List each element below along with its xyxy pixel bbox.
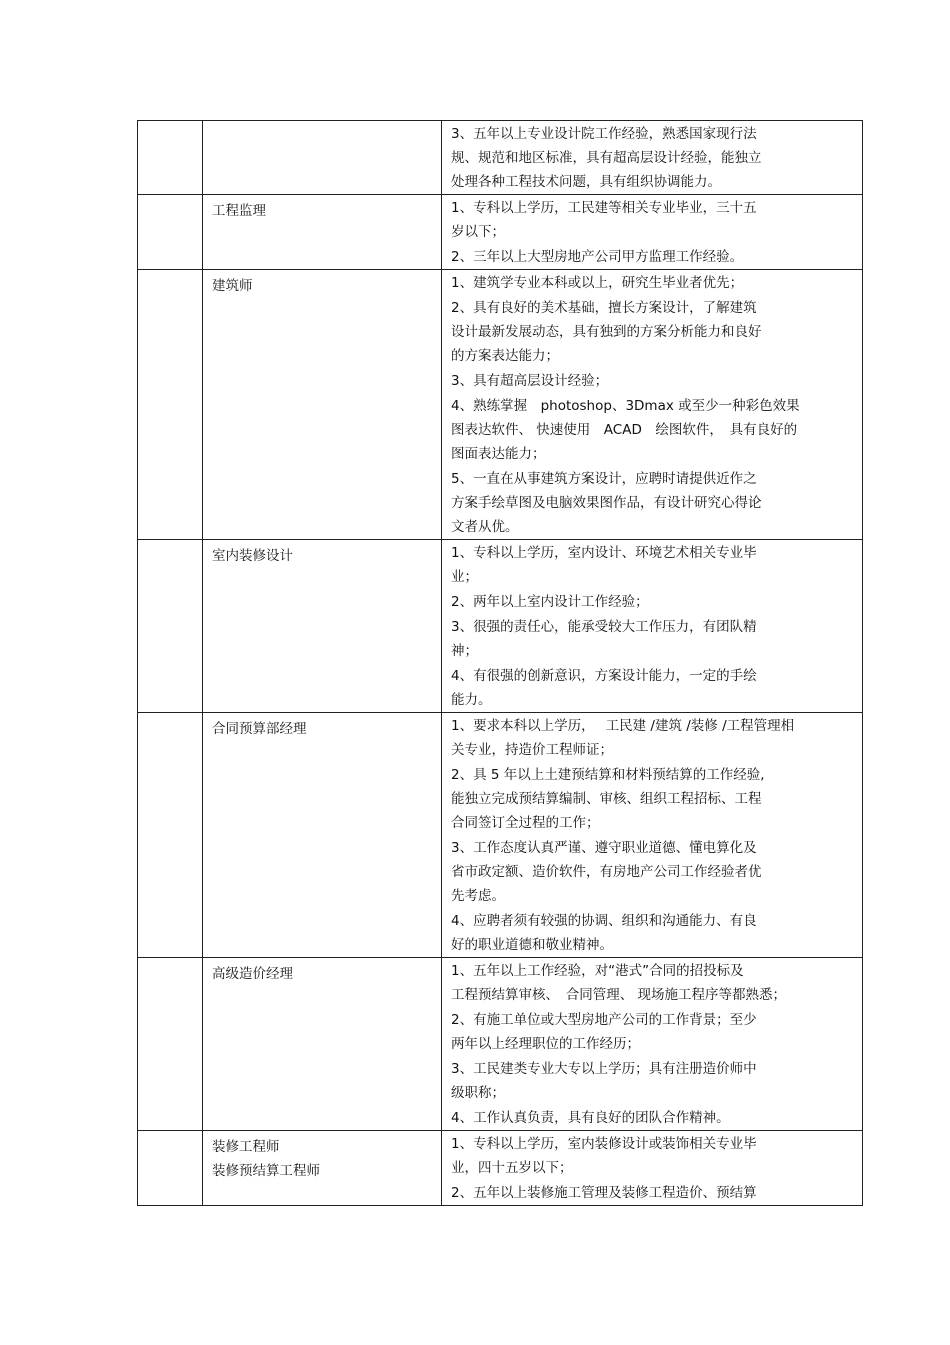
table-row [138,540,863,713]
requirement-item [451,1181,852,1205]
requirement-line: 4、应聘者须有较强的协调、组织和沟通能力、有良 [451,913,757,929]
requirement-item [451,1008,852,1056]
position-title: 室内装修设计 [212,548,293,564]
requirement-line: 关专业，持造价工程师证； [451,742,613,758]
requirement-line: 处理各种工程技术问题，具有组织协调能力。 [451,174,721,190]
requirement-line: 2、五年以上装修施工管理及装修工程造价、预结算 [451,1185,757,1201]
table-row [138,958,863,1131]
requirements-cell [442,958,863,1131]
index-cell [138,1131,203,1206]
requirements-cell [442,540,863,713]
job-requirements-table [137,120,863,1206]
table-row [138,713,863,958]
requirement-line: 4、熟练掌握 photoshop、3Dmax 或至少一种彩色效果 [451,398,800,414]
requirement-line: 工程预结算审核、 合同管理、 现场施工程序等都熟悉； [451,987,787,1003]
requirement-line: 两年以上经理职位的工作经历； [451,1036,640,1052]
requirement-line: 4、工作认真负责，具有良好的团队合作精神。 [451,1110,730,1126]
requirement-line: 5、一直在从事建筑方案设计，应聘时请提供近作之 [451,471,757,487]
requirement-line: 3、工作态度认真严谨、遵守职业道德、懂电算化及 [451,840,757,856]
requirement-item [451,541,852,589]
requirement-line: 2、具有良好的美术基础，擅长方案设计，了解建筑 [451,300,757,316]
position-cell [203,1131,442,1206]
position-title: 装修工程师 [212,1139,280,1155]
position-cell [203,958,442,1131]
requirement-line: 方案手绘草图及电脑效果图作品，有设计研究心得论 [451,495,762,511]
requirement-line: 设计最新发展动态，具有独到的方案分析能力和良好 [451,324,762,340]
requirement-item [451,836,852,908]
requirement-line: 1、建筑学专业本科或以上，研究生毕业者优先； [451,275,744,291]
index-cell [138,195,203,270]
requirement-line: 业，四十五岁以下； [451,1160,573,1176]
requirement-line: 1、要求本科以上学历， 工民建 /建筑 /装修 /工程管理相 [451,718,795,734]
requirement-item [451,1132,852,1180]
requirement-line: 1、专科以上学历，室内设计、环境艺术相关专业毕 [451,545,757,561]
index-cell [138,713,203,958]
position-cell [203,540,442,713]
requirement-line: 2、三年以上大型房地产公司甲方监理工作经验。 [451,249,744,265]
table-row [138,195,863,270]
requirement-item [451,1106,852,1130]
position-cell [203,121,442,195]
requirement-item [451,714,852,762]
requirement-item [451,196,852,244]
index-cell [138,270,203,540]
requirement-item [451,394,852,466]
requirement-line: 级职称； [451,1085,505,1101]
position-cell [203,195,442,270]
requirement-item [451,959,852,1007]
requirement-line: 图表达软件、 快速使用 ACAD 绘图软件， 具有良好的 [451,422,798,438]
requirement-line: 能独立完成预结算编制、审核、组织工程招标、工程 [451,791,762,807]
position-cell [203,713,442,958]
requirement-item [451,615,852,663]
requirement-item [451,763,852,835]
requirement-item [451,296,852,368]
requirement-line: 省市政定额、造价软件，有房地产公司工作经验者优 [451,864,762,880]
requirements-cell [442,1131,863,1206]
index-cell [138,958,203,1131]
requirement-item [451,271,852,295]
requirement-line: 图面表达能力； [451,446,546,462]
index-cell [138,121,203,195]
requirement-line: 合同签订全过程的工作； [451,815,600,831]
requirement-line: 先考虑。 [451,888,505,904]
requirements-cell [442,270,863,540]
requirement-line: 3、工民建类专业大专以上学历；具有注册造价师中 [451,1061,757,1077]
requirement-item [451,590,852,614]
requirement-line: 神； [451,643,478,659]
requirements-cell [442,121,863,195]
requirement-line: 1、专科以上学历，工民建等相关专业毕业，三十五 [451,200,757,216]
requirement-item [451,122,852,194]
requirement-item [451,369,852,393]
requirement-line: 岁以下； [451,224,505,240]
requirement-line: 1、专科以上学历，室内装修设计或装饰相关专业毕 [451,1136,757,1152]
requirement-line: 业； [451,569,478,585]
table-row [138,1131,863,1206]
requirement-item [451,1057,852,1105]
requirement-item [451,909,852,957]
requirements-cell [442,195,863,270]
table-row [138,270,863,540]
requirement-line: 规、规范和地区标准，具有超高层设计经验，能独立 [451,150,762,166]
position-title: 高级造价经理 [212,966,293,982]
requirement-line: 的方案表达能力； [451,348,559,364]
requirement-item [451,245,852,269]
position-title: 合同预算部经理 [212,721,307,737]
requirement-line: 文者从优。 [451,519,519,535]
requirement-line: 能力。 [451,692,492,708]
requirement-line: 3、很强的责任心，能承受较大工作压力，有团队精 [451,619,757,635]
requirements-cell [442,713,863,958]
table-row [138,121,863,195]
requirement-line: 4、有很强的创新意识，方案设计能力，一定的手绘 [451,668,757,684]
index-cell [138,540,203,713]
requirement-line: 1、五年以上工作经验，对“港式”合同的招投标及 [451,963,744,979]
position-title: 建筑师 [212,278,253,294]
position-title: 工程监理 [212,203,266,219]
requirement-item [451,664,852,712]
requirement-line: 3、五年以上专业设计院工作经验，熟悉国家现行法 [451,126,757,142]
requirement-line: 2、有施工单位或大型房地产公司的工作背景；至少 [451,1012,757,1028]
requirement-line: 2、两年以上室内设计工作经验； [451,594,649,610]
requirement-line: 3、具有超高层设计经验； [451,373,609,389]
requirement-line: 2、具 5 年以上土建预结算和材料预结算的工作经验, [451,767,765,783]
position-cell [203,270,442,540]
requirement-line: 好的职业道德和敬业精神。 [451,937,613,953]
requirement-item [451,467,852,539]
position-title: 装修预结算工程师 [212,1163,320,1179]
